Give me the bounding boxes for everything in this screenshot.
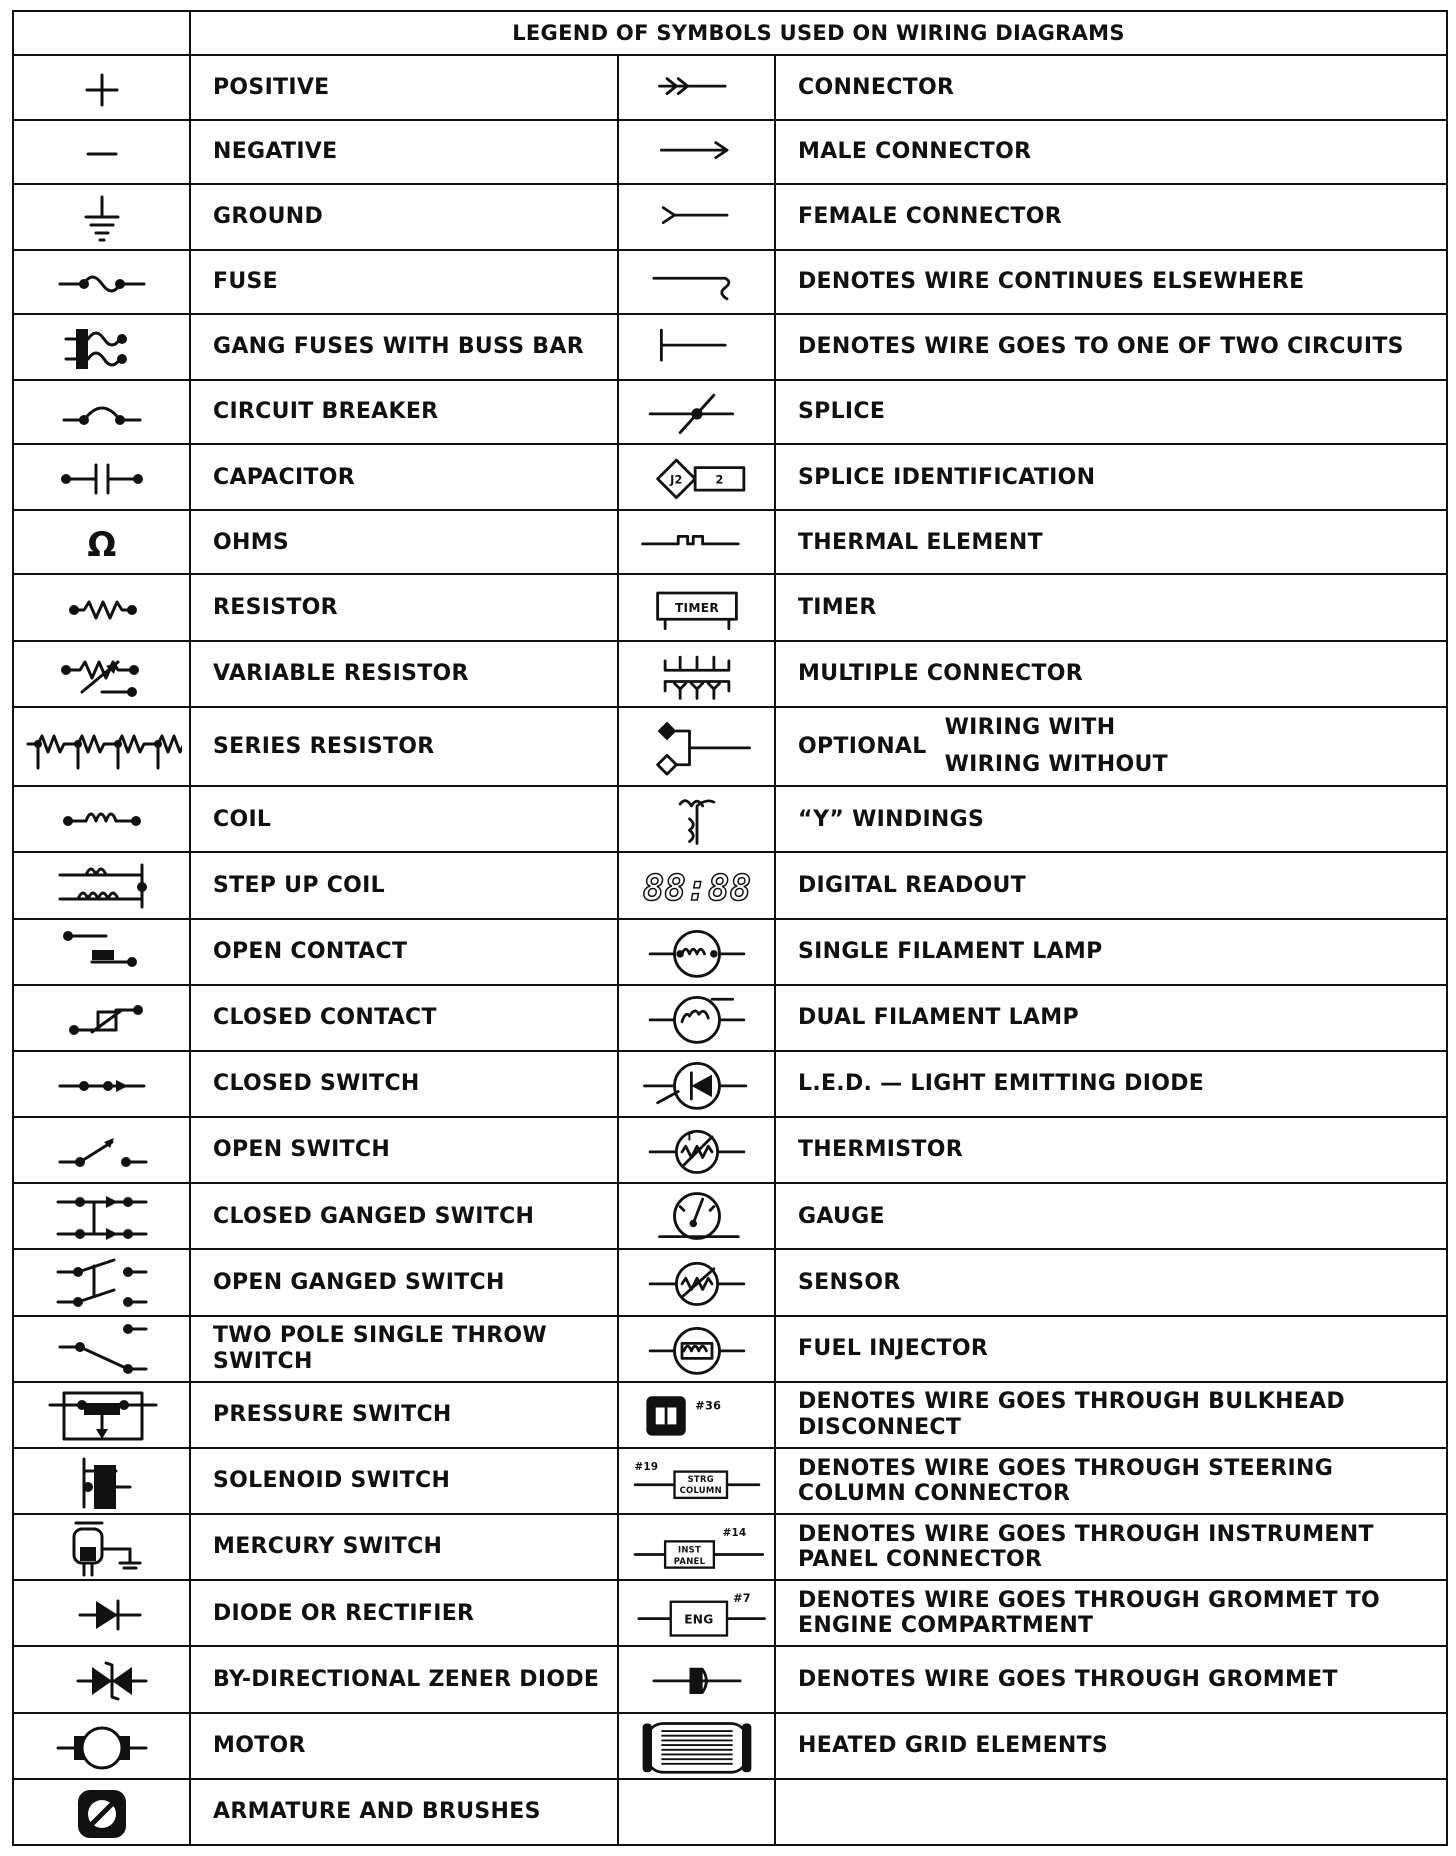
series-resistor-icon xyxy=(22,716,182,776)
symbol-label: DIGITAL READOUT xyxy=(798,872,1027,898)
symbol-label: OPEN SWITCH xyxy=(213,1137,391,1163)
legend-row xyxy=(13,574,1447,640)
right-symbol-cell xyxy=(618,314,775,380)
symbol-label: CAPACITOR xyxy=(213,464,355,490)
right-symbol-cell xyxy=(618,510,775,574)
right-symbol-cell xyxy=(618,1183,775,1249)
right-symbol-cell xyxy=(618,1382,775,1448)
fuse-icon xyxy=(22,252,182,312)
symbol-label: GANG FUSES WITH BUSS BAR xyxy=(213,334,584,360)
left-label-cell xyxy=(190,1117,618,1183)
male-connector-icon xyxy=(622,122,772,182)
left-label-cell xyxy=(190,120,618,184)
symbol-label: ARMATURE AND BRUSHES xyxy=(213,1799,541,1825)
legend-row xyxy=(13,1316,1447,1382)
symbol-label: RESISTOR xyxy=(213,594,338,620)
left-label-cell xyxy=(190,1646,618,1712)
symbol-label: FUSE xyxy=(213,269,278,295)
two-pole-switch-icon xyxy=(22,1319,182,1379)
symbol-label: “Y” WINDINGS xyxy=(798,806,985,832)
symbol-label: POSITIVE xyxy=(213,74,330,100)
svg-text:88:88: 88:88 xyxy=(642,868,751,910)
left-symbol-cell xyxy=(13,1779,190,1845)
svg-text:Ω: Ω xyxy=(86,525,117,566)
left-label-cell xyxy=(190,1382,618,1448)
legend-row xyxy=(13,120,1447,184)
symbol-label: CIRCUIT BREAKER xyxy=(213,399,439,425)
right-label-cell xyxy=(775,1646,1447,1712)
open-ganged-switch-icon xyxy=(22,1252,182,1312)
right-label-cell xyxy=(775,1249,1447,1315)
circuit-breaker-icon xyxy=(22,382,182,442)
left-label-cell xyxy=(190,707,618,786)
right-label-cell xyxy=(775,574,1447,640)
right-symbol-cell xyxy=(618,1514,775,1580)
svg-text:COLUMN: COLUMN xyxy=(679,1485,722,1496)
svg-text:#19: #19 xyxy=(633,1460,658,1473)
left-label-cell xyxy=(190,1580,618,1646)
legend-title: LEGEND OF SYMBOLS USED ON WIRING DIAGRAMS xyxy=(190,11,1447,55)
gang-fuses-icon xyxy=(22,317,182,377)
svg-text:PANEL: PANEL xyxy=(673,1556,705,1566)
symbol-label: COIL xyxy=(213,806,272,832)
left-symbol-cell xyxy=(13,574,190,640)
legend-row xyxy=(13,1779,1447,1845)
legend-row xyxy=(13,250,1447,314)
symbol-label: L.E.D. — LIGHT EMITTING DIODE xyxy=(798,1071,1205,1097)
wire-two-circuits-icon xyxy=(622,317,772,377)
symbol-label: DENOTES WIRE GOES THROUGH GROMMET TO ENGINE COMPARTMENT xyxy=(798,1588,1381,1639)
legend-row xyxy=(13,786,1447,852)
symbol-label: MOTOR xyxy=(213,1733,306,1758)
symbol-label: DENOTES WIRE GOES THROUGH STEERING COLUMN CONNECTOR xyxy=(798,1455,1334,1506)
right-label-cell xyxy=(775,250,1447,314)
legend-row xyxy=(13,1713,1447,1779)
symbol-label: MALE CONNECTOR xyxy=(798,138,1032,164)
symbol-label: DENOTES WIRE GOES THROUGH BULKHEAD DISCONNECT xyxy=(798,1389,1345,1440)
left-symbol-cell xyxy=(13,1183,190,1249)
right-symbol-cell xyxy=(618,1117,775,1183)
legend-row xyxy=(13,510,1447,574)
symbol-label: OPTIONAL xyxy=(798,733,927,759)
left-label-cell xyxy=(190,641,618,707)
left-label-cell xyxy=(190,1779,618,1845)
optional-label-group xyxy=(798,709,1446,784)
left-symbol-cell xyxy=(13,1117,190,1183)
legend-row xyxy=(13,1051,1447,1117)
left-label-cell xyxy=(190,1713,618,1779)
right-label-cell xyxy=(775,314,1447,380)
negative-icon xyxy=(22,122,182,182)
symbol-label: CLOSED CONTACT xyxy=(213,1005,437,1031)
right-label-cell xyxy=(775,641,1447,707)
svg-text:J2: J2 xyxy=(669,473,683,487)
armature-brushes-icon xyxy=(22,1782,182,1842)
left-symbol-cell xyxy=(13,1051,190,1117)
right-label-cell xyxy=(775,1448,1447,1514)
left-label-cell xyxy=(190,786,618,852)
right-symbol-cell xyxy=(618,852,775,918)
legend-row xyxy=(13,641,1447,707)
ohms-icon xyxy=(22,512,182,572)
symbol-label: DUAL FILAMENT LAMP xyxy=(798,1005,1079,1031)
left-label-cell xyxy=(190,574,618,640)
right-label-cell xyxy=(775,852,1447,918)
left-symbol-cell xyxy=(13,1514,190,1580)
left-label-cell xyxy=(190,1249,618,1315)
symbol-label: SPLICE IDENTIFICATION xyxy=(798,464,1096,490)
right-symbol-cell xyxy=(618,1051,775,1117)
right-label-cell xyxy=(775,1580,1447,1646)
closed-ganged-switch-icon xyxy=(22,1186,182,1246)
zener-diode-icon xyxy=(22,1649,182,1709)
symbol-label: OHMS xyxy=(213,529,290,555)
symbol-label: MULTIPLE CONNECTOR xyxy=(798,661,1084,687)
left-symbol-cell xyxy=(13,1382,190,1448)
symbol-label: CONNECTOR xyxy=(798,74,955,100)
variable-resistor-icon xyxy=(22,644,182,704)
symbol-label: TWO POLE SINGLE THROW SWITCH xyxy=(213,1323,548,1374)
left-symbol-cell xyxy=(13,1646,190,1712)
left-label-cell xyxy=(190,444,618,510)
gauge-icon xyxy=(622,1186,772,1246)
right-symbol-cell xyxy=(618,707,775,786)
right-symbol-cell xyxy=(618,1448,775,1514)
single-filament-lamp-icon xyxy=(622,922,772,982)
right-label-cell xyxy=(775,1316,1447,1382)
symbol-label: DENOTES WIRE GOES THROUGH INSTRUMENT PANEL CONNECTOR xyxy=(798,1521,1374,1573)
left-label-cell xyxy=(190,184,618,250)
right-symbol-cell xyxy=(618,250,775,314)
right-symbol-cell xyxy=(618,1249,775,1315)
right-label-cell xyxy=(775,184,1447,250)
legend-row xyxy=(13,1117,1447,1183)
symbol-label: DIODE OR RECTIFIER xyxy=(213,1600,475,1626)
left-label-cell xyxy=(190,510,618,574)
legend-row xyxy=(13,852,1447,918)
sensor-icon xyxy=(622,1252,772,1312)
optional-icon xyxy=(622,716,772,776)
right-label-cell xyxy=(775,444,1447,510)
svg-text:#14: #14 xyxy=(722,1526,746,1539)
left-symbol-cell xyxy=(13,707,190,786)
splice-icon xyxy=(622,382,772,442)
right-label-cell xyxy=(775,1713,1447,1779)
symbol-label: FEMALE CONNECTOR xyxy=(798,204,1062,230)
right-label-cell xyxy=(775,786,1447,852)
symbol-label: CLOSED GANGED SWITCH xyxy=(213,1203,535,1229)
legend-row xyxy=(13,1580,1447,1646)
svg-text:T: T xyxy=(685,1131,693,1144)
left-symbol-cell xyxy=(13,1316,190,1382)
dual-filament-lamp-icon xyxy=(622,988,772,1048)
left-symbol-cell xyxy=(13,1713,190,1779)
symbol-label: GROUND xyxy=(213,204,324,230)
right-symbol-cell xyxy=(618,444,775,510)
symbol-label: OPEN CONTACT xyxy=(213,938,408,964)
right-symbol-cell xyxy=(618,1779,775,1845)
symbol-label: SENSOR xyxy=(798,1269,901,1295)
legend-row xyxy=(13,380,1447,444)
title-blank-cell xyxy=(13,11,190,55)
svg-text:#7: #7 xyxy=(732,1592,751,1606)
symbol-label: DENOTES WIRE GOES TO ONE OF TWO CIRCUITS xyxy=(798,334,1404,360)
legend-row xyxy=(13,1382,1447,1448)
digital-readout-icon xyxy=(622,855,772,915)
bulkhead-icon xyxy=(622,1385,772,1445)
right-label-cell xyxy=(775,919,1447,985)
left-symbol-cell xyxy=(13,919,190,985)
left-label-cell xyxy=(190,250,618,314)
left-symbol-cell xyxy=(13,314,190,380)
open-contact-icon xyxy=(22,922,182,982)
left-label-cell xyxy=(190,1448,618,1514)
symbol-label: SINGLE FILAMENT LAMP xyxy=(798,938,1103,964)
right-label-cell xyxy=(775,985,1447,1051)
splice-id-icon xyxy=(622,447,772,507)
fuel-injector-icon xyxy=(622,1319,772,1379)
right-symbol-cell xyxy=(618,574,775,640)
left-label-cell xyxy=(190,314,618,380)
symbol-label: THERMISTOR xyxy=(798,1137,963,1163)
right-label-cell xyxy=(775,707,1447,786)
left-symbol-cell xyxy=(13,55,190,119)
svg-text:#36: #36 xyxy=(694,1399,721,1413)
right-label-cell xyxy=(775,1382,1447,1448)
symbol-label: GAUGE xyxy=(798,1203,885,1229)
optional-sub-labels xyxy=(945,709,1168,784)
left-label-cell xyxy=(190,1514,618,1580)
optional-sub-label: WIRING WITH xyxy=(944,715,1116,741)
right-symbol-cell xyxy=(618,380,775,444)
symbol-label: SOLENOID SWITCH xyxy=(213,1468,451,1494)
steering-column-icon xyxy=(622,1451,772,1511)
legend-row xyxy=(13,1514,1447,1580)
grommet-engine-icon xyxy=(622,1583,772,1643)
legend-row xyxy=(13,919,1447,985)
left-symbol-cell xyxy=(13,250,190,314)
open-switch-icon xyxy=(22,1120,182,1180)
solenoid-switch-icon xyxy=(22,1451,182,1511)
ground-icon xyxy=(22,187,182,247)
svg-text:INST: INST xyxy=(677,1544,701,1555)
symbol-label: MERCURY SWITCH xyxy=(213,1534,443,1560)
title-row xyxy=(13,11,1447,55)
left-symbol-cell xyxy=(13,1448,190,1514)
instrument-panel-icon xyxy=(622,1517,772,1577)
legend-row xyxy=(13,1646,1447,1712)
y-windings-icon xyxy=(622,789,772,849)
right-label-cell xyxy=(775,120,1447,184)
right-label-cell xyxy=(775,1183,1447,1249)
left-symbol-cell xyxy=(13,510,190,574)
pressure-switch-icon xyxy=(22,1385,182,1445)
legend-row xyxy=(13,707,1447,786)
right-symbol-cell xyxy=(618,1713,775,1779)
right-symbol-cell xyxy=(618,786,775,852)
left-symbol-cell xyxy=(13,444,190,510)
symbol-label: PRESSURE SWITCH xyxy=(213,1402,452,1428)
left-label-cell xyxy=(190,985,618,1051)
right-symbol-cell xyxy=(618,641,775,707)
resistor-icon xyxy=(22,578,182,638)
right-label-cell xyxy=(775,1051,1447,1117)
left-symbol-cell xyxy=(13,1580,190,1646)
connector-icon xyxy=(622,58,772,118)
wire-continues-icon xyxy=(622,252,772,312)
right-label-cell xyxy=(775,510,1447,574)
legend-table xyxy=(12,10,1448,1846)
legend-row xyxy=(13,184,1447,250)
left-label-cell xyxy=(190,919,618,985)
right-label-cell xyxy=(775,1779,1447,1845)
left-symbol-cell xyxy=(13,985,190,1051)
symbol-label: FUEL INJECTOR xyxy=(798,1335,989,1361)
symbol-label: SPLICE xyxy=(798,399,886,425)
symbol-label: OPEN GANGED SWITCH xyxy=(213,1269,505,1295)
svg-text:2: 2 xyxy=(714,473,724,487)
right-label-cell xyxy=(775,380,1447,444)
left-symbol-cell xyxy=(13,120,190,184)
led-icon xyxy=(622,1054,772,1114)
symbol-label: VARIABLE RESISTOR xyxy=(213,661,469,687)
right-symbol-cell xyxy=(618,1580,775,1646)
multiple-connector-icon xyxy=(622,644,772,704)
coil-icon xyxy=(22,789,182,849)
symbol-label: DENOTES WIRE GOES THROUGH GROMMET xyxy=(798,1666,1338,1692)
female-connector-icon xyxy=(622,187,772,247)
symbol-label: STEP UP COIL xyxy=(213,872,385,898)
left-symbol-cell xyxy=(13,1249,190,1315)
legend-row xyxy=(13,314,1447,380)
svg-text:TIMER: TIMER xyxy=(674,600,719,615)
left-label-cell xyxy=(190,380,618,444)
right-symbol-cell xyxy=(618,55,775,119)
left-label-cell xyxy=(190,1183,618,1249)
symbol-label: BY-DIRECTIONAL ZENER DIODE xyxy=(213,1666,600,1692)
closed-switch-icon xyxy=(22,1054,182,1114)
right-symbol-cell xyxy=(618,919,775,985)
right-symbol-cell xyxy=(618,184,775,250)
left-symbol-cell xyxy=(13,641,190,707)
left-label-cell xyxy=(190,1316,618,1382)
left-symbol-cell xyxy=(13,852,190,918)
thermal-element-icon xyxy=(622,512,772,572)
right-label-cell xyxy=(775,1117,1447,1183)
right-label-cell xyxy=(775,1514,1447,1580)
step-up-coil-icon xyxy=(22,855,182,915)
heated-grid-icon xyxy=(622,1716,772,1776)
symbol-label: DENOTES WIRE CONTINUES ELSEWHERE xyxy=(798,269,1305,295)
legend-row xyxy=(13,1448,1447,1514)
timer-icon xyxy=(622,578,772,638)
right-symbol-cell xyxy=(618,1646,775,1712)
legend-row xyxy=(13,1183,1447,1249)
symbol-label: TIMER xyxy=(798,594,877,620)
right-symbol-cell xyxy=(618,120,775,184)
right-symbol-cell xyxy=(618,985,775,1051)
grommet-icon xyxy=(622,1649,772,1709)
symbol-label: CLOSED SWITCH xyxy=(213,1071,420,1097)
right-symbol-cell xyxy=(618,1316,775,1382)
optional-sub-label: WIRING WITHOUT xyxy=(944,752,1168,778)
mercury-switch-icon xyxy=(22,1517,182,1577)
left-label-cell xyxy=(190,55,618,119)
left-label-cell xyxy=(190,852,618,918)
capacitor-icon xyxy=(22,447,182,507)
left-symbol-cell xyxy=(13,786,190,852)
left-label-cell xyxy=(190,1051,618,1117)
symbol-label: THERMAL ELEMENT xyxy=(798,529,1043,555)
legend-row xyxy=(13,55,1447,119)
positive-icon xyxy=(22,58,182,118)
svg-text:STRG: STRG xyxy=(687,1473,714,1484)
left-symbol-cell xyxy=(13,184,190,250)
svg-text:ENG: ENG xyxy=(683,1612,714,1627)
diode-icon xyxy=(22,1583,182,1643)
right-label-cell xyxy=(775,55,1447,119)
left-symbol-cell xyxy=(13,380,190,444)
legend-row xyxy=(13,444,1447,510)
symbol-label: NEGATIVE xyxy=(213,138,338,164)
closed-contact-icon xyxy=(22,988,182,1048)
symbol-label: HEATED GRID ELEMENTS xyxy=(798,1733,1109,1758)
legend-row xyxy=(13,1249,1447,1315)
symbol-label: SERIES RESISTOR xyxy=(213,733,435,759)
legend-row xyxy=(13,985,1447,1051)
thermistor-icon xyxy=(622,1120,772,1180)
motor-icon xyxy=(22,1716,182,1776)
